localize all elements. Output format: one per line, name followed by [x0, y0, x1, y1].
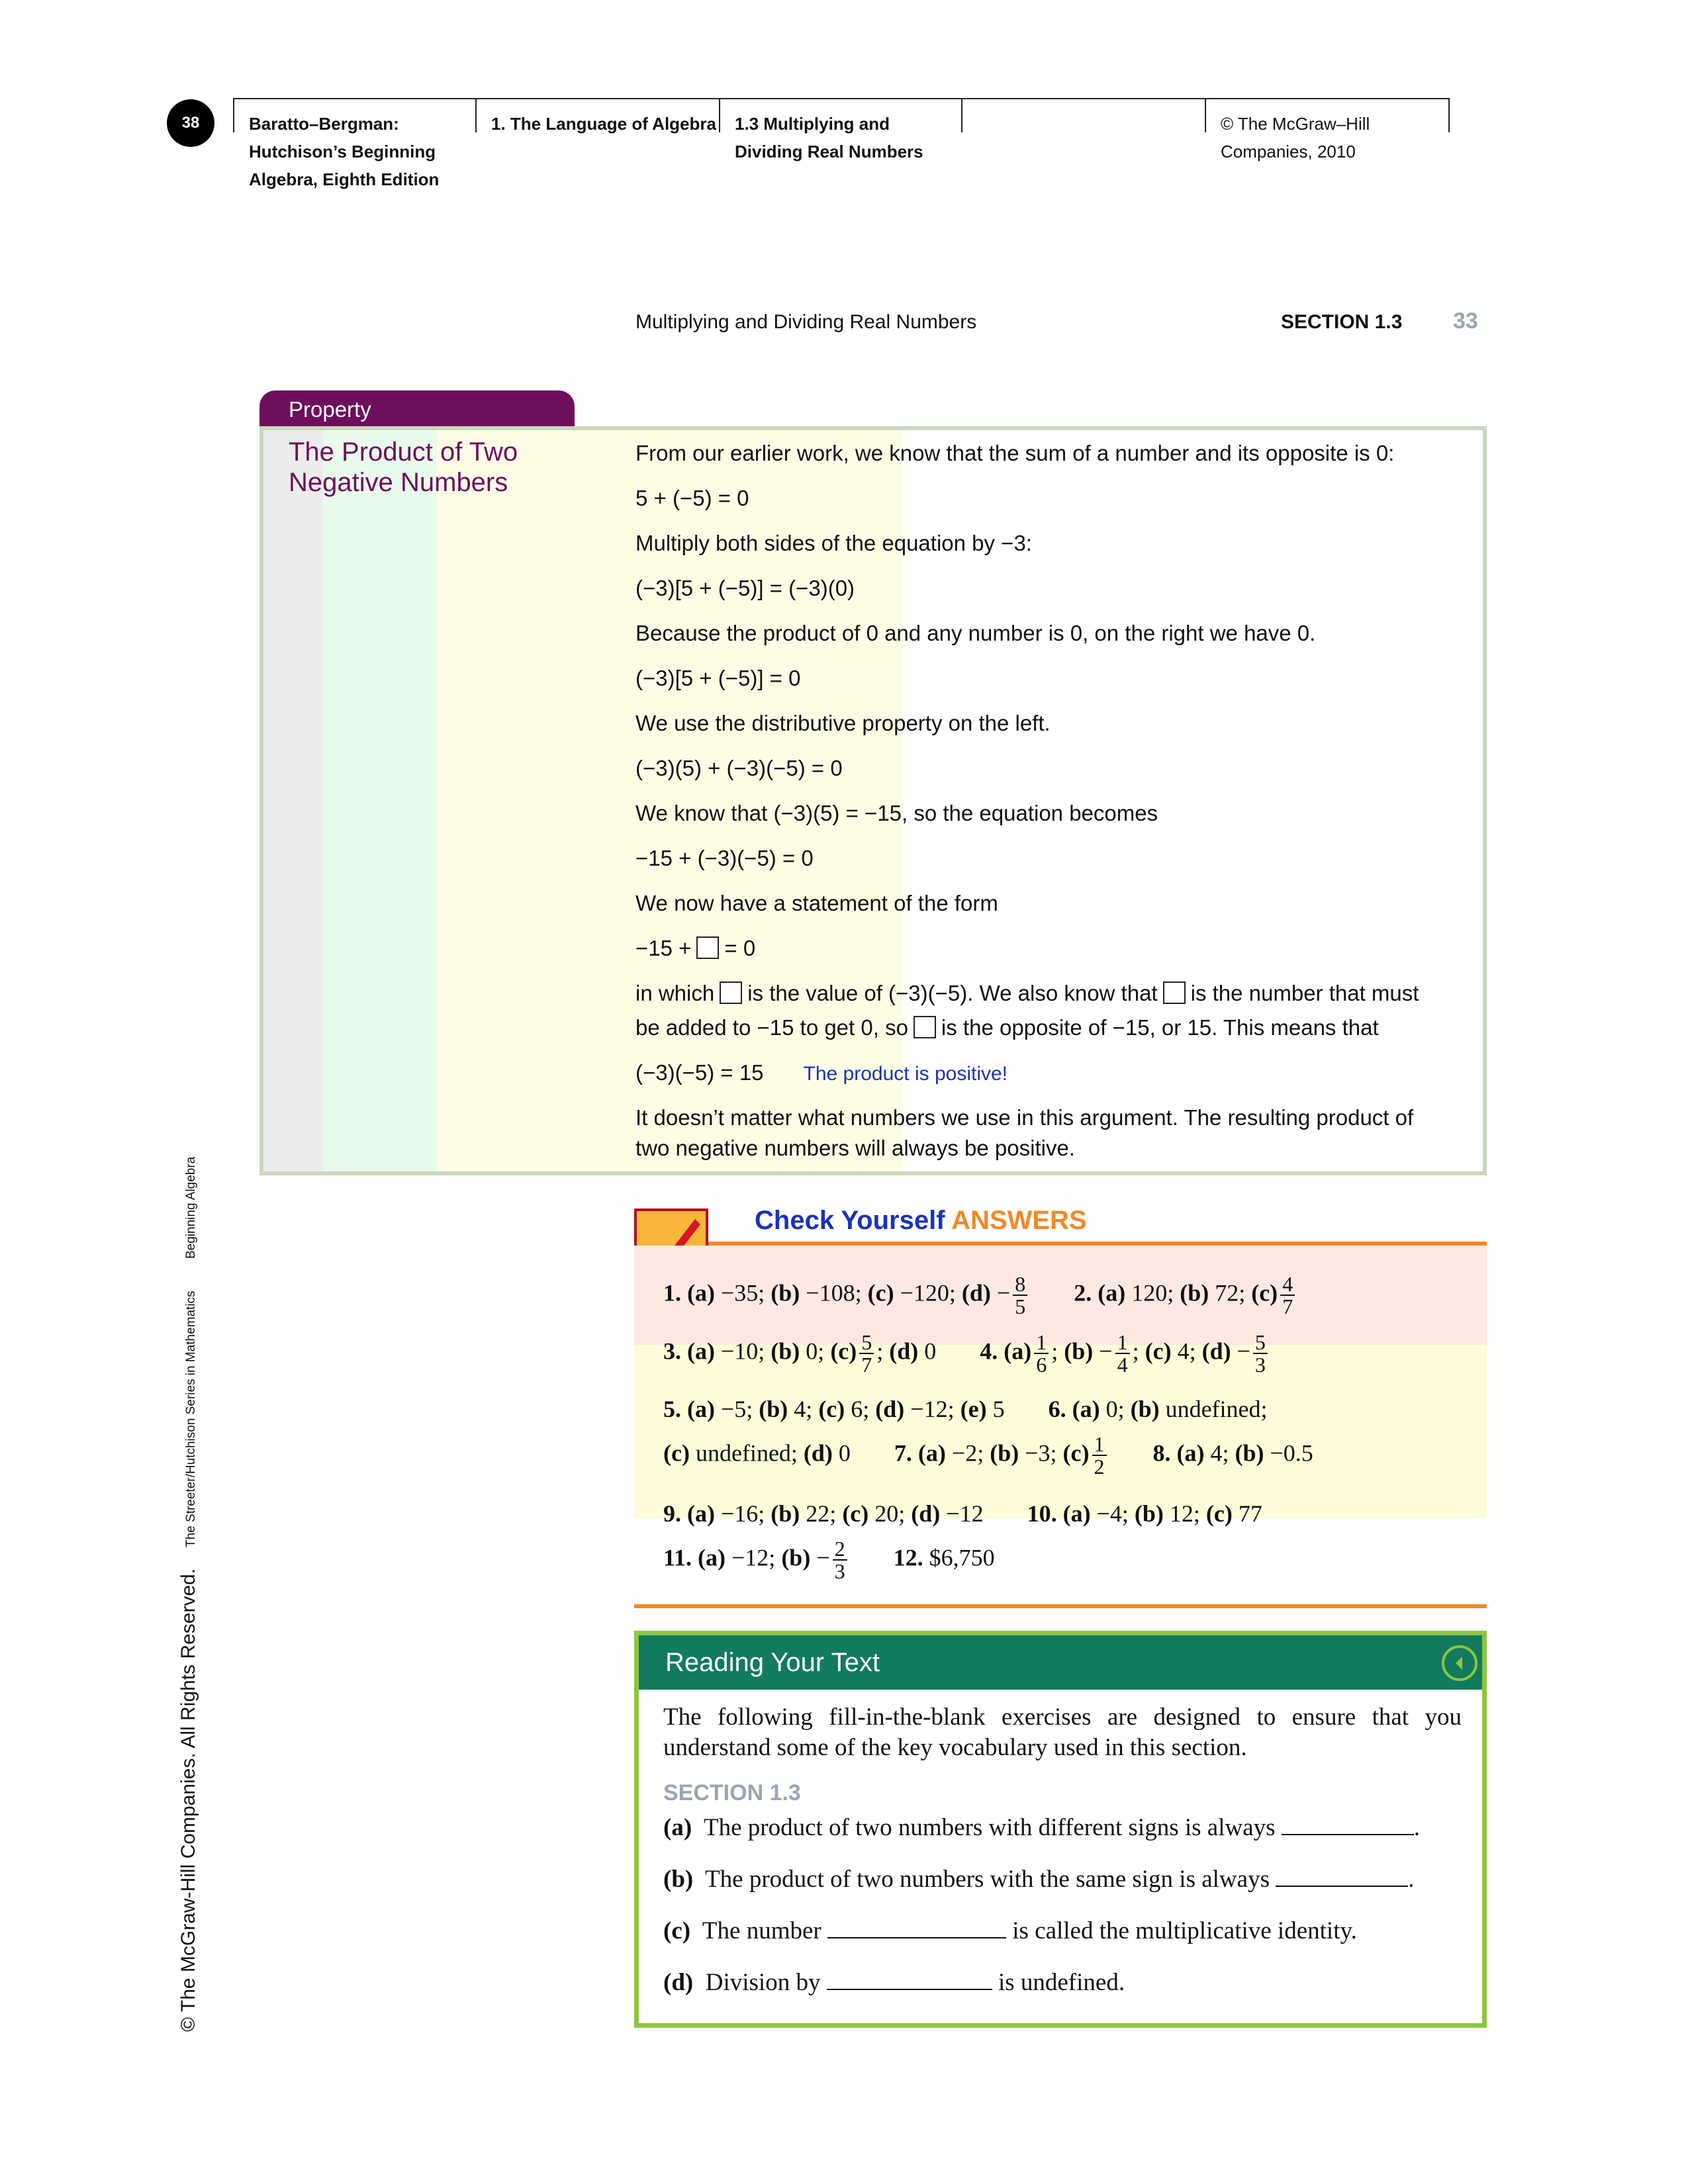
header-section-line1: 1.3 Multiplying and [735, 114, 890, 134]
fraction [1280, 1273, 1295, 1317]
back-arrow-icon[interactable] [1442, 1645, 1477, 1681]
item-text: is called the multiplicative identity. [1012, 1917, 1357, 1944]
answer-value: −35; [720, 1279, 765, 1306]
property-line: two negative numbers will always be positive. [635, 1136, 1075, 1160]
running-head-title: Multiplying and Dividing Real Numbers [635, 311, 977, 333]
side-series: The Streeter/Hutchison Series in Mathematics [184, 1291, 198, 1547]
fraction-numerator: 5 [859, 1332, 874, 1354]
fraction [1253, 1332, 1268, 1375]
back-arrow-graphic [1444, 1648, 1475, 1678]
page-number: 38 [181, 114, 200, 132]
text-part: in which [635, 981, 715, 1005]
box-placeholder-icon [696, 936, 719, 959]
answer-sign: − [1099, 1338, 1113, 1365]
property-line [635, 1015, 1379, 1040]
answer-value: −108; [806, 1279, 862, 1306]
answer-part-label: (b) [1064, 1338, 1094, 1365]
answer-value: 22; [806, 1500, 837, 1527]
answer-value: 6; [851, 1396, 870, 1422]
answer-value: −12; [910, 1396, 955, 1422]
answer-part-label: (a) [1072, 1396, 1100, 1422]
fraction-numerator: 1 [1034, 1332, 1049, 1354]
answer-value: −0.5 [1270, 1439, 1313, 1467]
property-tab-label: Property [289, 397, 371, 422]
answer-part-label: (a) [1176, 1439, 1205, 1467]
item-label: (d) [663, 1969, 694, 1996]
property-equation [635, 1060, 1008, 1085]
check-yourself-heading [755, 1206, 1087, 1236]
fraction-denominator: 5 [1015, 1295, 1026, 1318]
fraction-numerator: 1 [1115, 1332, 1130, 1354]
running-head-page: 33 [1453, 308, 1478, 334]
fraction [1115, 1332, 1130, 1375]
answer-value: −3; [1025, 1439, 1057, 1467]
answer-part-label: (d) [1201, 1338, 1231, 1365]
fraction [1034, 1332, 1049, 1375]
answer-part-label: (b) [1134, 1500, 1164, 1527]
answer-part-label: (c) [1205, 1500, 1233, 1527]
answer-part-label: (b) [759, 1396, 788, 1422]
answer-part-label: (a) [917, 1439, 946, 1467]
header-copyright-line2: Companies, 2010 [1221, 142, 1356, 161]
equation-part: = 0 [724, 936, 756, 960]
item-label: (b) [663, 1866, 694, 1893]
margin-note: The product is positive! [803, 1063, 1008, 1085]
item-text: is undefined. [998, 1969, 1125, 1996]
property-equation: (−3)[5 + (−5)] = (−3)(0) [635, 576, 855, 600]
answer-number: 12. [893, 1544, 923, 1571]
fraction [833, 1538, 847, 1582]
property-line: Because the product of 0 and any number is 0, on the right we have 0. [635, 621, 1316, 645]
equation-part: (−3)(−5) = 15 [635, 1060, 764, 1085]
property-line: We now have a statement of the form [635, 891, 998, 915]
answer-part-label: (b) [771, 1500, 800, 1527]
answer-part-label: (a) [1004, 1338, 1032, 1365]
period: . [1413, 1814, 1421, 1841]
answer-number: 7. [894, 1439, 912, 1467]
property-band-green [323, 430, 437, 1171]
answer-value: 4; [794, 1396, 813, 1422]
answer-part-label: (b) [771, 1338, 800, 1365]
answer-value: 4; [1210, 1439, 1229, 1467]
answer-value: −12 [946, 1500, 984, 1527]
property-equation: (−3)(5) + (−3)(−5) = 0 [635, 756, 843, 780]
answer-part-label: (b) [1130, 1396, 1160, 1422]
fraction-denominator: 3 [834, 1559, 845, 1583]
answer-part-label: (a) [1098, 1279, 1126, 1306]
fraction-numerator: 2 [833, 1538, 847, 1561]
page-number-badge [167, 99, 214, 147]
answer-row [663, 1273, 1297, 1317]
fraction [859, 1332, 874, 1375]
property-line: Multiply both sides of the equation by −3: [635, 531, 1032, 555]
answer-part-label: (a) [698, 1544, 726, 1571]
header-book [249, 110, 439, 193]
answer-part-label: (b) [1180, 1279, 1209, 1306]
fraction-numerator: 4 [1280, 1273, 1295, 1296]
answer-part-label: (b) [771, 1279, 800, 1306]
answer-sign: − [1237, 1338, 1250, 1365]
header-cell-empty [961, 98, 1206, 132]
answer-value: 0 [924, 1338, 937, 1365]
check-yourself-title: Check Yourself [755, 1206, 945, 1235]
answer-value: 12; [1169, 1500, 1200, 1527]
answer-part-label: (c) [842, 1500, 869, 1527]
fill-blank-item [663, 1917, 1357, 1945]
header-section [735, 110, 923, 165]
fraction-numerator: 8 [1013, 1273, 1027, 1296]
answer-part-label: (a) [1062, 1500, 1091, 1527]
property-equation: (−3)[5 + (−5)] = 0 [635, 666, 801, 690]
property-line: From our earlier work, we know that the sum of a number and its opposite is 0: [635, 441, 1395, 465]
answer-value: 5 [992, 1396, 1005, 1422]
answer-sign: − [996, 1279, 1011, 1306]
item-label: (a) [663, 1814, 692, 1841]
answer-value: 0; [1105, 1396, 1125, 1422]
box-placeholder-icon [720, 981, 742, 1004]
property-title-line1: The Product of Two [289, 437, 518, 467]
answer-value: 120; [1131, 1279, 1174, 1306]
box-placeholder-icon [1163, 981, 1186, 1004]
reading-header [639, 1635, 1482, 1690]
answer-value: −16; [720, 1500, 765, 1527]
header-chapter: 1. The Language of Algebra [491, 114, 716, 134]
property-title-line2: Negative Numbers [289, 468, 508, 497]
header-book-line3: Algebra, Eighth Edition [249, 169, 440, 189]
answer-part-label: (c) [1062, 1439, 1090, 1467]
reading-title: Reading Your Text [665, 1648, 880, 1677]
answer-value: 72; [1215, 1279, 1246, 1306]
answer-value: −4; [1096, 1500, 1129, 1527]
period: . [1408, 1866, 1415, 1893]
running-head-section: SECTION 1.3 [1281, 311, 1403, 333]
text-part: be added to −15 to get 0, so [635, 1015, 908, 1040]
answer-part-label: (c) [818, 1396, 845, 1422]
equation-part: −15 + [635, 936, 692, 960]
fraction-denominator: 2 [1094, 1455, 1105, 1479]
answer-part-label: (d) [875, 1396, 905, 1422]
separator: ; [876, 1338, 884, 1365]
reading-intro: The following fill-in-the-blank exercises are designed to ensure that you understand some of the key vocabulary used in this section. [663, 1704, 1462, 1761]
blank-field[interactable] [1282, 1814, 1414, 1835]
answer-number: 3. [663, 1338, 681, 1365]
answer-part-label: (d) [961, 1279, 991, 1306]
property-line: We use the distributive property on the left. [635, 711, 1051, 735]
header-copyright [1221, 110, 1370, 165]
answer-value: 20; [874, 1500, 906, 1527]
answers-label: ANSWERS [951, 1206, 1087, 1235]
answer-value: undefined; [695, 1439, 798, 1467]
answer-value: −2; [951, 1439, 984, 1467]
answer-value: −120; [900, 1279, 956, 1306]
answer-number: 11. [663, 1544, 692, 1571]
fraction-numerator: 1 [1092, 1433, 1107, 1456]
answer-number: 6. [1048, 1396, 1066, 1422]
answer-value: −5; [720, 1396, 753, 1422]
answer-value: 77 [1238, 1500, 1262, 1527]
answer-part-label: (d) [803, 1439, 833, 1467]
property-equation [635, 936, 755, 961]
separator: ; [1132, 1338, 1139, 1365]
text-part: is the opposite of −15, or 15. This means that [941, 1015, 1379, 1040]
answer-part-label: (c) [1251, 1279, 1278, 1306]
property-line [635, 981, 1419, 1006]
box-placeholder-icon [914, 1016, 936, 1038]
answer-part-label: (d) [911, 1500, 941, 1527]
answer-part-label: (c) [663, 1439, 690, 1467]
answer-part-label: (c) [1145, 1338, 1172, 1365]
answer-part-label: (d) [889, 1338, 919, 1365]
property-title [289, 437, 518, 498]
header-book-line1: Baratto–Bergman: [249, 114, 399, 134]
answer-part-label: (b) [1235, 1439, 1264, 1467]
text-part: is the number that must [1190, 981, 1419, 1005]
answer-number: 9. [663, 1500, 681, 1527]
item-text: The product of two numbers with the same sign is always [705, 1866, 1270, 1893]
blank-field[interactable] [827, 1917, 1006, 1938]
item-text: The number [702, 1917, 821, 1944]
fraction-numerator: 5 [1253, 1332, 1268, 1354]
text-part: is the value of (−3)(−5). We also know that [747, 981, 1158, 1005]
fill-blank-item [663, 1813, 1420, 1842]
answer-value: 0 [838, 1439, 851, 1467]
blank-field[interactable] [1276, 1866, 1408, 1887]
fill-blank-item [663, 1865, 1414, 1893]
answer-value: $6,750 [929, 1544, 995, 1571]
blank-field[interactable] [827, 1969, 992, 1990]
answer-part-label: (e) [960, 1396, 987, 1422]
answer-number: 2. [1074, 1279, 1092, 1306]
answer-row [663, 1500, 1262, 1527]
answer-number: 4. [980, 1338, 998, 1365]
answer-part-label: (a) [687, 1338, 715, 1365]
answer-number: 5. [663, 1396, 681, 1422]
fraction-denominator: 4 [1117, 1353, 1128, 1377]
property-band-gray [263, 430, 323, 1171]
orange-rule-bottom [634, 1604, 1487, 1608]
property-tab [259, 390, 575, 428]
answer-part-label: (b) [781, 1544, 811, 1571]
fraction [1013, 1273, 1027, 1317]
answer-sign: − [816, 1544, 830, 1571]
fraction-denominator: 6 [1036, 1353, 1047, 1377]
answer-row [663, 1433, 1313, 1477]
property-line: We know that (−3)(5) = −15, so the equation becomes [635, 801, 1158, 825]
answer-value: undefined; [1165, 1396, 1268, 1422]
property-equation: −15 + (−3)(−5) = 0 [635, 846, 814, 870]
answer-number: 8. [1152, 1439, 1171, 1467]
side-subject: Beginning Algebra [184, 1156, 198, 1259]
answer-part-label: (a) [687, 1279, 715, 1306]
answer-value: 0; [806, 1338, 825, 1365]
fill-blank-item [663, 1968, 1125, 1997]
answer-part-label: (a) [687, 1500, 715, 1527]
answer-number: 1. [663, 1279, 681, 1306]
property-equation: 5 + (−5) = 0 [635, 486, 749, 510]
separator: ; [1051, 1338, 1058, 1365]
header-section-line2: Dividing Real Numbers [735, 142, 923, 161]
reading-section-label: SECTION 1.3 [663, 1780, 801, 1805]
arrow-shape [1456, 1657, 1462, 1670]
answer-number: 10. [1027, 1500, 1057, 1527]
answer-part-label: (b) [990, 1439, 1019, 1467]
answer-part-label: (c) [830, 1338, 857, 1365]
answer-row [663, 1332, 1270, 1375]
answer-row [663, 1395, 1268, 1423]
item-text: The product of two numbers with different signs is always [704, 1814, 1276, 1841]
fraction-denominator: 3 [1254, 1353, 1266, 1377]
property-line: It doesn’t matter what numbers we use in this argument. The resulting product of [635, 1105, 1414, 1130]
answer-row [663, 1538, 995, 1582]
answer-value: −12; [731, 1544, 776, 1571]
item-label: (c) [663, 1917, 691, 1944]
answer-value: 4; [1177, 1338, 1196, 1365]
answer-part-label: (a) [687, 1396, 715, 1422]
answer-value: −10; [720, 1338, 765, 1365]
fraction-denominator: 7 [861, 1353, 872, 1377]
answer-part-label: (c) [867, 1279, 894, 1306]
header-copyright-line1: © The McGraw–Hill [1221, 114, 1370, 134]
fraction [1092, 1433, 1107, 1477]
item-text: Division by [705, 1969, 821, 1996]
side-copyright: © The McGraw-Hill Companies. All Rights Reserved. [177, 1568, 199, 2032]
header-book-line2: Hutchison’s Beginning [249, 142, 436, 161]
fraction-denominator: 7 [1282, 1295, 1293, 1318]
